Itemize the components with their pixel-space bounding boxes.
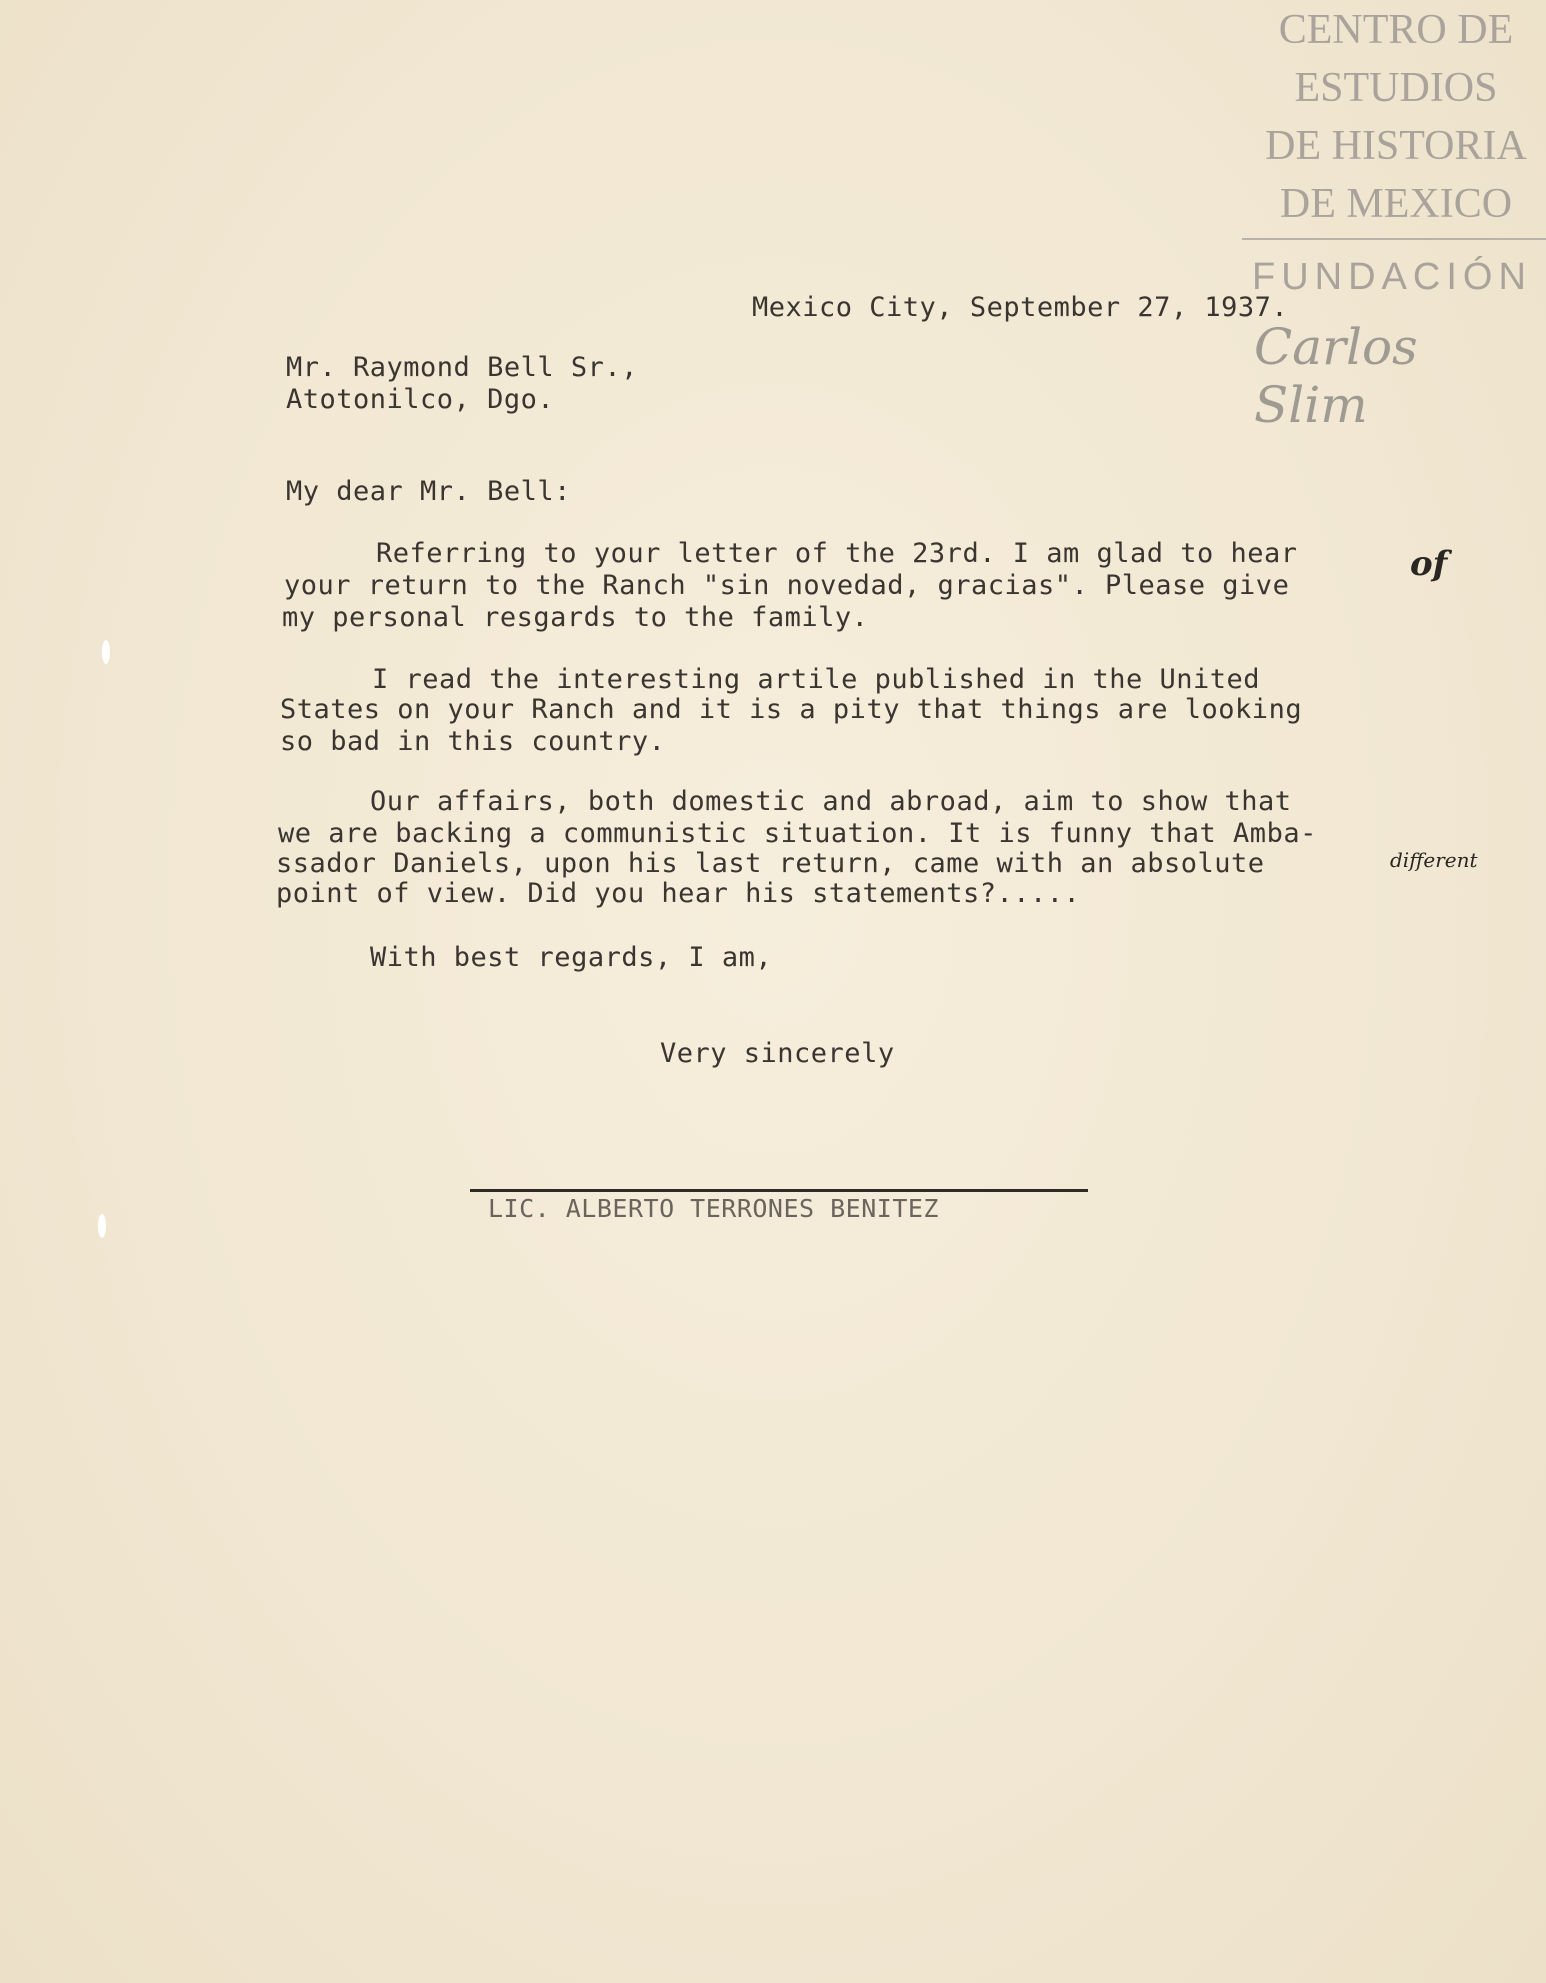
dateline: Mexico City, September 27, 1937.	[752, 292, 1289, 323]
addressee-line-1: Mr. Raymond Bell Sr.,	[286, 352, 638, 383]
stamp-fundacion: FUNDACIÓN	[1252, 256, 1532, 298]
signatory-name: LIC. ALBERTO TERRONES BENITEZ	[488, 1194, 939, 1223]
paragraph-3-line-4: point of view. Did you hear his statements?.....	[276, 878, 1081, 909]
archive-stamp	[1226, 0, 1546, 434]
stamp-line-3: DE HISTORIA	[1265, 123, 1527, 169]
closing: Very sincerely	[660, 1038, 895, 1069]
paragraph-3-line-3: ssador Daniels, upon his last return, came with an absolute	[276, 848, 1265, 879]
paragraph-2-line-2: States on your Ranch and it is a pity that things are looking	[280, 694, 1303, 725]
stamp-signature: Carlos Slim	[1254, 318, 1418, 434]
closing-regards: With best regards, I am,	[370, 942, 773, 973]
salutation: My dear Mr. Bell:	[286, 476, 571, 507]
handwritten-insert-different: different	[1390, 848, 1478, 872]
paragraph-2-line-1: I read the interesting artile published in the United	[372, 664, 1261, 695]
paper-speck	[98, 1214, 106, 1238]
paragraph-3-line-1: Our affairs, both domestic and abroad, aim to show that	[370, 786, 1292, 817]
stamp-divider	[1242, 238, 1546, 240]
paper-speck	[102, 640, 110, 664]
stamp-line-2: ESTUDIOS	[1294, 65, 1498, 111]
stamp-line-4: DE MEXICO	[1279, 181, 1513, 227]
paragraph-3-line-2: we are backing a communistic situation. It is funny that Amba-	[278, 818, 1317, 849]
signature-line	[470, 1189, 1088, 1192]
paragraph-2-line-3: so bad in this country.	[280, 726, 666, 757]
paragraph-1-line-2: your return to the Ranch "sin novedad, gracias". Please give	[284, 570, 1290, 601]
addressee-line-2: Atotonilco, Dgo.	[286, 384, 555, 415]
stamp-line-1: CENTRO DE	[1278, 7, 1514, 53]
handwritten-insert-of: of	[1410, 544, 1448, 584]
paragraph-1-line-1: Referring to your letter of the 23rd. I am glad to hear	[376, 538, 1298, 569]
paragraph-1-line-3: my personal resgards to the family.	[282, 602, 869, 633]
